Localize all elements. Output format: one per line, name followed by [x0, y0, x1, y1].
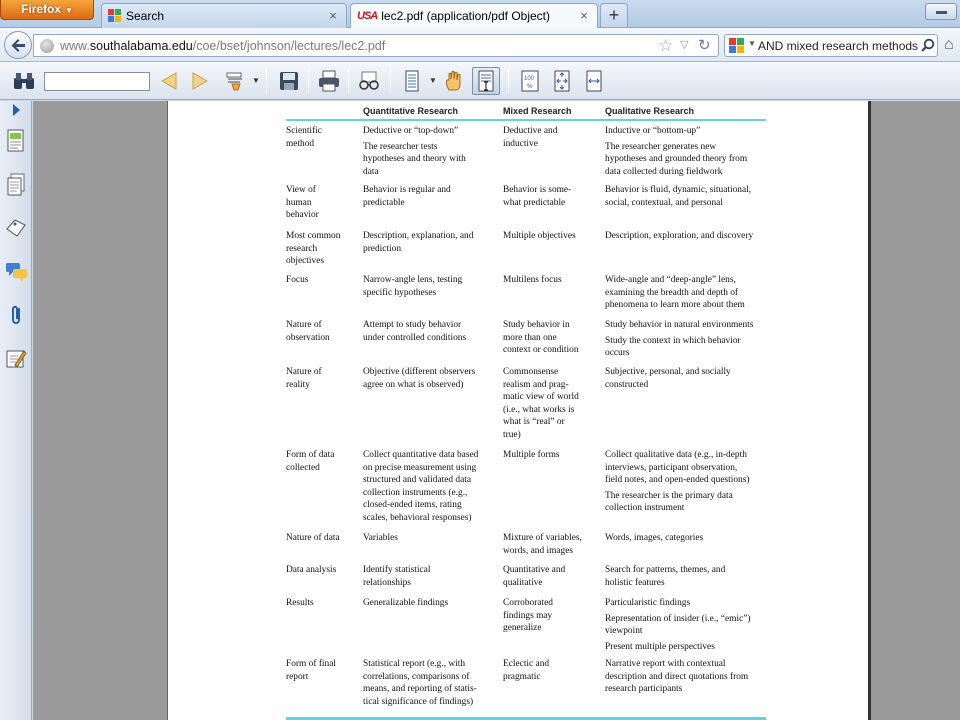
url-domain: southalabama.edu [89, 39, 193, 53]
cell-text-line: Particularistic findings [605, 598, 691, 608]
mixed-cell [503, 319, 595, 357]
mixed-cell [503, 125, 595, 150]
cell-text-line: findings may [503, 610, 553, 621]
cell-text-line: pragmatic [503, 671, 541, 682]
cell-text-line: more than one [503, 332, 557, 343]
cell-text-line: data [363, 166, 379, 177]
mixed-cell [503, 449, 595, 462]
home-icon[interactable]: ⌂ [944, 36, 954, 53]
cell-text-line: realism and prag- [503, 379, 569, 390]
cell-text-line: Most common [286, 231, 341, 241]
cell-text-line: specific hypotheses [363, 287, 437, 298]
close-icon[interactable]: × [580, 8, 588, 23]
cell-text-line: The researcher tests [363, 141, 438, 152]
row-label [286, 532, 358, 545]
cell-text-line: on precise measurement using [363, 462, 477, 473]
quantitative-cell [363, 597, 493, 610]
cell-text-line: Behavior is regular and [363, 185, 451, 195]
cell-text-line: Statistical report (e.g., with [363, 659, 466, 669]
cell-text-line: matic view of world [503, 392, 579, 403]
column-header-qualitative: Qualitative Research [605, 106, 695, 116]
mixed-cell [503, 532, 595, 557]
bookmark-star-icon[interactable]: ☆ [658, 36, 674, 55]
qualitative-cell [605, 658, 766, 696]
cell-text-line: reality [286, 379, 310, 390]
cell-text-line: Search for patterns, themes, and [605, 565, 726, 575]
cell-text-line: Description, explanation, and [363, 231, 474, 241]
print-icon[interactable] [315, 67, 343, 95]
cell-text-line: Variables [363, 533, 398, 543]
tab-pdf[interactable] [350, 3, 598, 28]
url-prefix: www. [60, 39, 90, 53]
cell-text-line: Collect qualitative data (e.g., in-depth [605, 450, 747, 460]
cell-text-line: Corroborated [503, 598, 553, 608]
cell-text-line: Inductive or “bottom-up” [605, 126, 701, 136]
cell-text-line: true) [503, 429, 521, 440]
cell-text-line: correlations, comparisons of [363, 671, 470, 682]
cell-text-line: observation [286, 332, 330, 343]
quantitative-cell [363, 449, 493, 525]
mixed-cell [503, 366, 595, 442]
text-select-tool-icon[interactable] [472, 67, 500, 95]
cell-text-line: Multiple forms [503, 450, 560, 460]
cell-text-line: Mixture of variables, [503, 533, 582, 543]
quantitative-cell [363, 319, 493, 344]
expand-panel-icon[interactable] [10, 103, 24, 117]
cell-text-line: social, contextual, and personal [605, 197, 723, 208]
cell-text-line: research participants [605, 684, 683, 695]
qualitative-cell [605, 532, 766, 545]
cell-text-line: relationships [363, 577, 411, 588]
toolbar-separator [266, 69, 267, 93]
cell-text-line: qualitative [503, 577, 543, 588]
search-bar[interactable] [724, 34, 938, 57]
chevron-down-icon[interactable]: ▼ [429, 76, 437, 85]
cell-text-line: means, and reporting of statis- [363, 684, 477, 695]
cell-text-line: what is “real” or [503, 417, 565, 428]
row-label [286, 597, 358, 610]
usa-favicon-icon: USA [357, 10, 378, 22]
mixed-cell [503, 597, 595, 635]
document-pages-icon[interactable] [5, 173, 27, 195]
url-path: /coe/bset/johnson/lectures/lec2.pdf [192, 39, 386, 53]
find-binoculars-icon[interactable] [10, 67, 38, 95]
back-button[interactable] [4, 31, 32, 59]
globe-icon [40, 39, 54, 53]
cell-text-line: under controlled conditions [363, 332, 467, 343]
cell-text-line: data collected during fieldwork [605, 166, 723, 177]
chevron-down-icon[interactable]: ▼ [748, 39, 756, 48]
row-label [286, 564, 358, 577]
cell-text-line: Deductive and [503, 126, 558, 136]
cell-text-line: holistic features [605, 577, 665, 588]
navigation-bar [0, 28, 960, 62]
cell-text-line: Objective (different observers [363, 367, 476, 377]
row-label [286, 274, 358, 287]
cell-text-line: hypotheses and theory with [363, 154, 466, 165]
google-engine-icon[interactable] [729, 38, 746, 53]
row-label [286, 230, 358, 268]
find-next-icon[interactable] [186, 67, 214, 95]
chevron-down-icon[interactable]: ▼ [252, 76, 260, 85]
cell-text-line: inductive [503, 138, 538, 149]
cell-text-line: prediction [363, 243, 402, 254]
hand-tool-icon[interactable] [440, 67, 468, 95]
qualitative-cell [605, 274, 766, 312]
highlight-icon[interactable] [221, 67, 249, 95]
cell-text-line: Nature of [286, 367, 322, 377]
cell-text-line: examining the breadth and depth of [605, 287, 739, 298]
quantitative-cell [363, 532, 493, 545]
tab-label: Search [126, 9, 165, 23]
cell-text-line: Scientific [286, 126, 322, 136]
column-header-mixed: Mixed Research [503, 106, 572, 116]
toolbar-separator [348, 69, 349, 93]
actual-size-icon[interactable] [516, 67, 544, 95]
cell-text-line: words, and images [503, 545, 574, 556]
quantitative-cell [363, 366, 493, 391]
header-rule [286, 119, 766, 121]
tag-label-icon[interactable] [5, 217, 27, 239]
qualitative-cell [605, 449, 766, 515]
mixed-cell [503, 658, 595, 683]
cell-text-line: report [286, 671, 309, 682]
cell-text-line: Eclectic and [503, 659, 550, 669]
attachments-paperclip-icon[interactable] [5, 303, 27, 325]
quantitative-cell [363, 125, 493, 178]
row-label [286, 184, 358, 222]
fit-page-icon[interactable] [548, 67, 576, 95]
firefox-menu-label: Firefox [21, 2, 62, 16]
mixed-cell [503, 230, 595, 243]
cell-text-line: hypotheses and grounded theory from [605, 154, 748, 165]
search-input[interactable]: AND mixed research methods [758, 39, 919, 53]
quantitative-cell [363, 564, 493, 589]
cell-text-line: viewpoint [605, 626, 643, 637]
cell-text-line: Study behavior in natural environments [605, 320, 754, 330]
cell-text-line: Description, exploration, and discovery [605, 231, 754, 241]
row-label [286, 366, 358, 391]
new-tab-button[interactable]: + [600, 3, 628, 27]
toolbar-separator [308, 69, 309, 93]
quantitative-cell [363, 274, 493, 299]
cell-text-line: what predictable [503, 197, 566, 208]
row-label [286, 658, 358, 683]
cell-text-line: field notes, and open-ended questions) [605, 475, 750, 486]
cell-text-line: method [286, 138, 315, 149]
cell-text-line: Quantitative and [503, 565, 566, 575]
chevron-down-icon: ▼ [65, 6, 73, 15]
toolbar-separator [508, 69, 509, 93]
toolbar-separator [390, 69, 391, 93]
page-layout-icon[interactable] [398, 67, 426, 95]
cell-text-line: phenomena to learn more about them [605, 300, 745, 311]
cell-text-line: Data analysis [286, 565, 337, 575]
svg-text:%: % [527, 84, 533, 90]
mixed-cell [503, 564, 595, 589]
cell-text-line: Form of data [286, 450, 335, 460]
comments-icon[interactable] [5, 261, 27, 283]
cell-text-line: Attempt to study behavior [363, 320, 462, 330]
cell-text-line: Focus [286, 275, 309, 285]
svg-text:100: 100 [524, 76, 535, 82]
pdf-navigation-panel [0, 101, 32, 720]
cell-text-line: (i.e., what works is [503, 404, 575, 415]
cell-text-line: Behavior is some- [503, 185, 572, 195]
back-arrow-icon [10, 37, 27, 54]
cell-text-line: Subjective, personal, and socially [605, 367, 731, 377]
cell-text-line: Results [286, 598, 314, 608]
cell-text-line: human [286, 197, 312, 208]
cell-text-line: Study behavior in [503, 320, 570, 330]
mixed-cell [503, 274, 595, 287]
cell-text-line: Behavior is fluid, dynamic, situational, [605, 185, 752, 195]
cell-text-line: Narrow-angle lens, testing [363, 275, 463, 285]
qualitative-cell [605, 597, 766, 653]
signatures-pen-icon[interactable] [5, 347, 27, 369]
cell-text-line: Multilens focus [503, 275, 562, 285]
cell-text-line: Words, images, categories [605, 533, 704, 543]
page-thumbnails-icon[interactable] [5, 129, 27, 151]
read-view-glasses-icon[interactable] [355, 67, 383, 95]
row-label [286, 449, 358, 474]
cell-text-line: constructed [605, 379, 649, 390]
close-icon[interactable]: × [329, 8, 337, 23]
cell-text-line: description and direct quotations from [605, 671, 749, 682]
qualitative-cell [605, 564, 766, 589]
cell-text-line: The researcher generates new [605, 141, 717, 152]
firefox-menu-button[interactable] [0, 0, 94, 20]
cell-text-line: scales, behavioral responses) [363, 512, 472, 523]
cell-text-line: The researcher is the primary data [605, 490, 733, 501]
cell-text-line: behavior [286, 210, 319, 221]
save-disk-icon[interactable] [275, 67, 303, 95]
qualitative-cell [605, 319, 766, 360]
qualitative-cell [605, 366, 766, 391]
url-bar[interactable] [33, 34, 719, 57]
document-viewport[interactable] [33, 101, 960, 720]
cell-text-line: Representation of insider (i.e., “emic”) [605, 613, 751, 624]
quantitative-cell [363, 658, 493, 708]
cell-text-line: Collect quantitative data based [363, 450, 479, 460]
cell-text-line: collected [286, 462, 320, 473]
cell-text-line: research [286, 243, 318, 254]
find-input[interactable] [44, 72, 150, 91]
cell-text-line: Deductive or “top-down” [363, 126, 459, 136]
qualitative-cell [605, 125, 766, 178]
cell-text-line: occurs [605, 348, 630, 359]
cell-text-line: Wide-angle and “deep-angle” lens, [605, 275, 736, 285]
cell-text-line: objectives [286, 256, 325, 267]
cell-text-line: Form of final [286, 659, 336, 669]
quantitative-cell [363, 184, 493, 209]
row-label [286, 125, 358, 150]
url-text [60, 39, 385, 53]
cell-text-line: generalize [503, 623, 542, 634]
quantitative-cell [363, 230, 493, 255]
cell-text-line: agree on what is observed) [363, 379, 464, 390]
fit-width-icon[interactable] [580, 67, 608, 95]
find-previous-icon[interactable] [155, 67, 183, 95]
cell-text-line: context or condition [503, 345, 579, 356]
cell-text-line: Generalizable findings [363, 598, 449, 608]
qualitative-cell [605, 230, 766, 243]
cell-text-line: Identify statistical [363, 565, 431, 575]
cell-text-line: Nature of [286, 320, 322, 330]
qualitative-cell [605, 184, 766, 209]
cell-text-line: closed-ended items, rating [363, 500, 462, 511]
tab-search[interactable] [101, 3, 347, 28]
cell-text-line: Narrative report with contextual [605, 659, 726, 669]
tab-bar [0, 0, 960, 28]
cell-text-line: Multiple objectives [503, 231, 576, 241]
cell-text-line: collection instrument [605, 503, 685, 514]
cell-text-line: Study the context in which behavior [605, 335, 741, 346]
cell-text-line: Commonsense [503, 367, 559, 377]
cell-text-line: Present multiple perspectives [605, 641, 715, 652]
cell-text-line: predictable [363, 197, 405, 208]
reload-icon[interactable]: ↻ [698, 37, 711, 54]
row-label [286, 319, 358, 344]
search-icon[interactable] [920, 38, 935, 56]
search-favicon-icon [108, 9, 122, 23]
cell-text-line: interviews, participant observation, [605, 462, 738, 473]
tab-label: lec2.pdf (application/pdf Object) [381, 9, 550, 23]
history-dropdown-icon[interactable]: ▽ [680, 39, 689, 51]
pdf-toolbar [0, 62, 960, 100]
cell-text-line: Nature of data [286, 533, 340, 543]
minimize-button[interactable] [925, 3, 957, 20]
cell-text-line: View of [286, 185, 316, 195]
mixed-cell [503, 184, 595, 209]
column-header-quantitative: Quantitative Research [363, 106, 459, 116]
cell-text-line: tical significance of findings) [363, 696, 474, 707]
cell-text-line: structured and validated data [363, 475, 472, 486]
cell-text-line: collection instruments (e.g., [363, 487, 468, 498]
